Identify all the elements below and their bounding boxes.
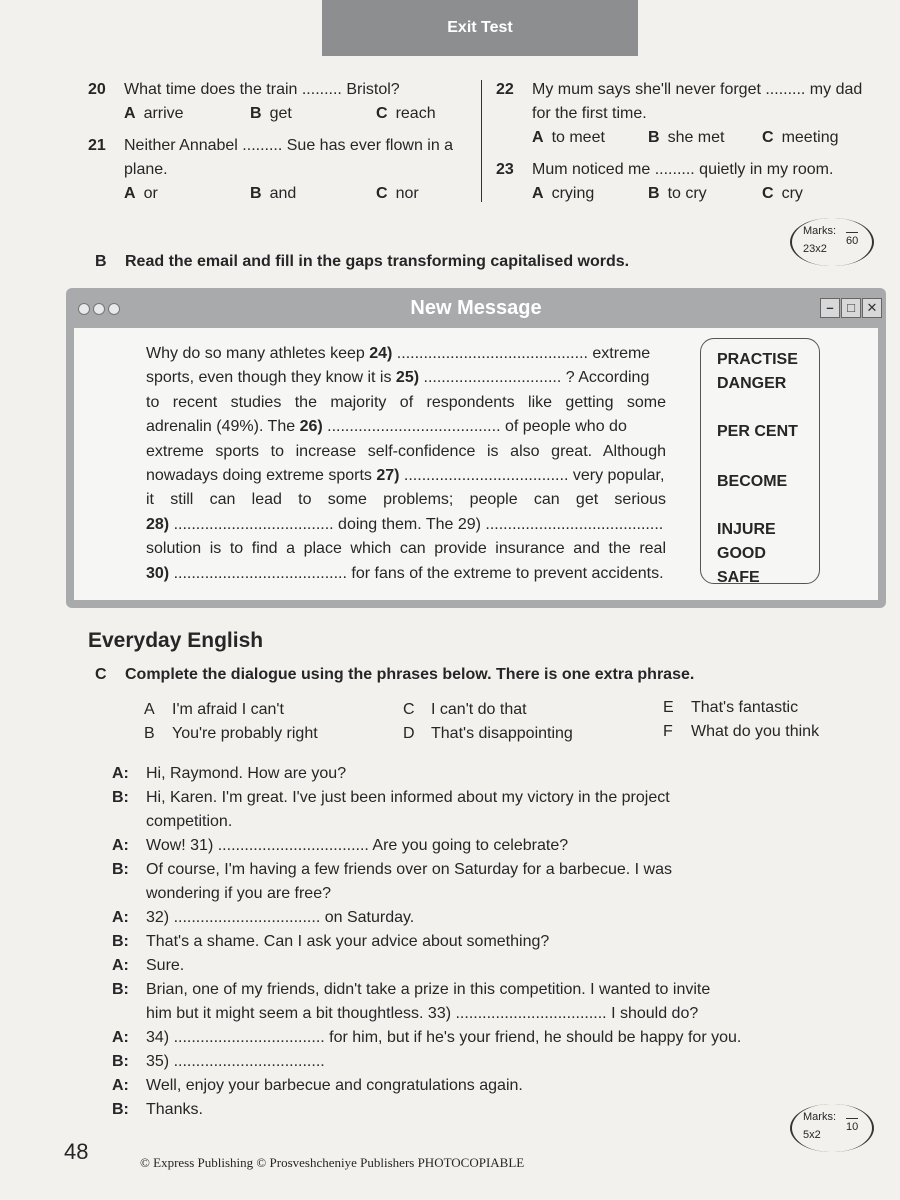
email-line: Why do so many athletes keep 24) ........................................... extreme bbox=[146, 345, 651, 362]
option-letter: B bbox=[250, 185, 262, 202]
question-number: 22 bbox=[496, 81, 514, 98]
dialogue-line: B: Brian, one of my friends, didn't take a prize in this competition. I wanted to invite bbox=[112, 981, 711, 998]
option-c[interactable] bbox=[376, 102, 502, 126]
marks-calc: 23x2 bbox=[803, 243, 827, 255]
dialogue-line: A: Sure. bbox=[112, 957, 185, 974]
question-text: for the first time. bbox=[532, 105, 647, 122]
option-text: or bbox=[143, 185, 158, 202]
everyday-english-title: Everyday English bbox=[88, 629, 264, 652]
word-become: BECOME bbox=[717, 473, 788, 490]
option-c[interactable] bbox=[376, 182, 502, 206]
instruction-text: Complete the dialogue using the phrases below. There is one extra phrase. bbox=[125, 666, 695, 683]
option-text: cry bbox=[781, 185, 803, 202]
dialogue-line: B: That's a shame. Can I ask your advice about something? bbox=[112, 933, 550, 950]
email-line: nowadays doing extreme sports 27) ..................................... very popular, bbox=[146, 467, 665, 485]
option-text: get bbox=[269, 105, 292, 122]
option-c[interactable] bbox=[762, 182, 888, 206]
phrases-column-2 bbox=[403, 698, 573, 746]
option-a[interactable] bbox=[124, 182, 250, 206]
instruction-text: Read the email and fill in the gaps transforming capitalised words. bbox=[125, 253, 630, 270]
marks-box-section-a bbox=[790, 218, 874, 266]
option-text: to meet bbox=[551, 129, 605, 146]
option-b[interactable] bbox=[648, 126, 762, 150]
email-text bbox=[146, 342, 666, 586]
page-header-title: Exit Test bbox=[447, 19, 513, 36]
email-line: 28) .................................... doing them. The 29) ........................................ bbox=[146, 515, 664, 533]
option-a[interactable] bbox=[124, 102, 250, 126]
word-injure: INJURE bbox=[717, 521, 776, 538]
email-line: it still can lead to some problems; people can get serious bbox=[146, 491, 666, 509]
email-window bbox=[66, 288, 886, 608]
email-line: sports, even though they know it is 25) ............................... ? According bbox=[146, 369, 650, 387]
option-c[interactable] bbox=[762, 126, 888, 150]
minimize-icon[interactable]: – bbox=[820, 298, 840, 318]
option-letter: B bbox=[648, 129, 660, 146]
marks-total: 60 bbox=[846, 232, 858, 247]
dialogue bbox=[112, 762, 792, 1122]
phrase-c: C I can't do that bbox=[403, 701, 527, 718]
column-divider bbox=[481, 80, 482, 202]
page-header bbox=[322, 0, 638, 56]
email-line: adrenalin (49%). The 26) ....................................... of people who do bbox=[146, 418, 627, 436]
marks-calc: 5x2 bbox=[803, 1129, 821, 1141]
word-good: GOOD bbox=[717, 545, 766, 562]
dialogue-line: him but it might seem a bit thoughtless. 33) .................................. I should do? bbox=[146, 1005, 699, 1022]
questions-left-column bbox=[88, 78, 478, 214]
marks-box-section-c bbox=[790, 1104, 874, 1152]
option-letter: B bbox=[648, 185, 660, 202]
option-text: and bbox=[269, 185, 297, 202]
question-number: 21 bbox=[88, 137, 106, 154]
word-per-cent: PER CENT bbox=[717, 423, 798, 440]
capitalised-words-box bbox=[700, 338, 820, 584]
marks-label: Marks: bbox=[803, 225, 836, 237]
page-number: 48 bbox=[64, 1139, 89, 1164]
option-letter: C bbox=[762, 185, 774, 202]
dialogue-line: B: Of course, I'm having a few friends over on Saturday for a barbecue. I was bbox=[112, 861, 672, 878]
phrase-b: B You're probably right bbox=[144, 725, 318, 742]
marks-label: Marks: bbox=[803, 1111, 836, 1123]
word-safe: SAFE bbox=[717, 569, 760, 586]
email-line: extreme sports to increase self-confidence is also great. Although bbox=[146, 442, 666, 460]
section-letter: B bbox=[95, 253, 107, 270]
option-b[interactable] bbox=[250, 182, 376, 206]
email-body bbox=[74, 328, 878, 600]
option-letter: C bbox=[376, 185, 388, 202]
option-b[interactable] bbox=[648, 182, 762, 206]
phrases-column-1 bbox=[144, 698, 318, 746]
dialogue-line: B: 35) .................................. bbox=[112, 1053, 325, 1070]
dialogue-line: B: Thanks. bbox=[112, 1101, 203, 1118]
question-20 bbox=[88, 78, 478, 126]
window-controls bbox=[820, 298, 882, 318]
option-a[interactable] bbox=[532, 182, 648, 206]
maximize-icon[interactable]: □ bbox=[841, 298, 861, 318]
dialogue-line: competition. bbox=[146, 813, 233, 830]
marks-total: 10 bbox=[846, 1118, 858, 1133]
dialogue-line: A: Hi, Raymond. How are you? bbox=[112, 765, 347, 782]
option-letter: C bbox=[762, 129, 774, 146]
option-letter: A bbox=[124, 105, 136, 122]
question-number: 20 bbox=[88, 81, 106, 98]
option-text: meeting bbox=[781, 129, 839, 146]
email-titlebar bbox=[66, 288, 886, 328]
word-practise: PRACTISE bbox=[717, 351, 798, 368]
dialogue-line: A: Well, enjoy your barbecue and congratulations again. bbox=[112, 1077, 523, 1094]
window-dot-icon bbox=[78, 303, 90, 315]
window-dot-icon bbox=[93, 303, 105, 315]
question-text: Mum noticed me ......... quietly in my room. bbox=[532, 161, 834, 178]
question-22 bbox=[496, 78, 886, 150]
phrase-e: E That's fantastic bbox=[663, 699, 799, 716]
close-icon[interactable]: ✕ bbox=[862, 298, 882, 318]
dialogue-line: A: 32) ................................. on Saturday. bbox=[112, 909, 415, 926]
option-text: she met bbox=[667, 129, 725, 146]
email-window-title: New Message bbox=[410, 296, 542, 319]
option-letter: B bbox=[250, 105, 262, 122]
option-letter: A bbox=[532, 129, 544, 146]
copyright-footer: © Express Publishing © Prosveshcheniye Publishers PHOTOCOPIABLE bbox=[140, 1155, 525, 1170]
email-line: solution is to find a place which can provide insurance and the real bbox=[146, 540, 666, 558]
option-letter: A bbox=[532, 185, 544, 202]
questions-right-column bbox=[496, 78, 886, 214]
phrase-f: F What do you think bbox=[663, 723, 820, 740]
phrase-a: A I'm afraid I can't bbox=[144, 701, 284, 718]
section-b-instruction bbox=[95, 253, 629, 271]
option-a[interactable] bbox=[532, 126, 648, 150]
phrase-d: D That's disappointing bbox=[403, 725, 573, 742]
option-text: arrive bbox=[143, 105, 184, 122]
email-line: to recent studies the majority of respondents like getting some bbox=[146, 393, 666, 411]
window-dots bbox=[78, 303, 120, 315]
question-text: My mum says she'll never forget ......... my dad bbox=[532, 81, 863, 98]
option-text: reach bbox=[395, 105, 436, 122]
section-letter: C bbox=[95, 666, 107, 683]
option-text: to cry bbox=[667, 185, 707, 202]
option-letter: C bbox=[376, 105, 388, 122]
word-danger: DANGER bbox=[717, 375, 787, 392]
email-line: 30) ....................................... for fans of the extreme to prevent accidents. bbox=[146, 564, 664, 582]
question-text: plane. bbox=[124, 161, 168, 178]
phrases-column-3 bbox=[663, 696, 819, 744]
dialogue-line: A: Wow! 31) .................................. Are you going to celebrate? bbox=[112, 837, 569, 854]
dialogue-line: B: Hi, Karen. I'm great. I've just been informed about my victory in the project bbox=[112, 789, 670, 806]
window-dot-icon bbox=[108, 303, 120, 315]
question-21 bbox=[88, 134, 478, 206]
question-text: What time does the train ......... Bristol? bbox=[124, 81, 400, 98]
question-23 bbox=[496, 158, 886, 206]
dialogue-line: A: 34) .................................. for him, but if he's your friend, he should be happy for you. bbox=[112, 1029, 742, 1046]
option-b[interactable] bbox=[250, 102, 376, 126]
option-text: nor bbox=[395, 185, 419, 202]
section-c-instruction bbox=[95, 666, 694, 684]
question-text: Neither Annabel ......... Sue has ever flown in a bbox=[124, 137, 454, 154]
option-text: crying bbox=[551, 185, 595, 202]
dialogue-line: wondering if you are free? bbox=[146, 885, 331, 902]
question-number: 23 bbox=[496, 161, 514, 178]
option-letter: A bbox=[124, 185, 136, 202]
